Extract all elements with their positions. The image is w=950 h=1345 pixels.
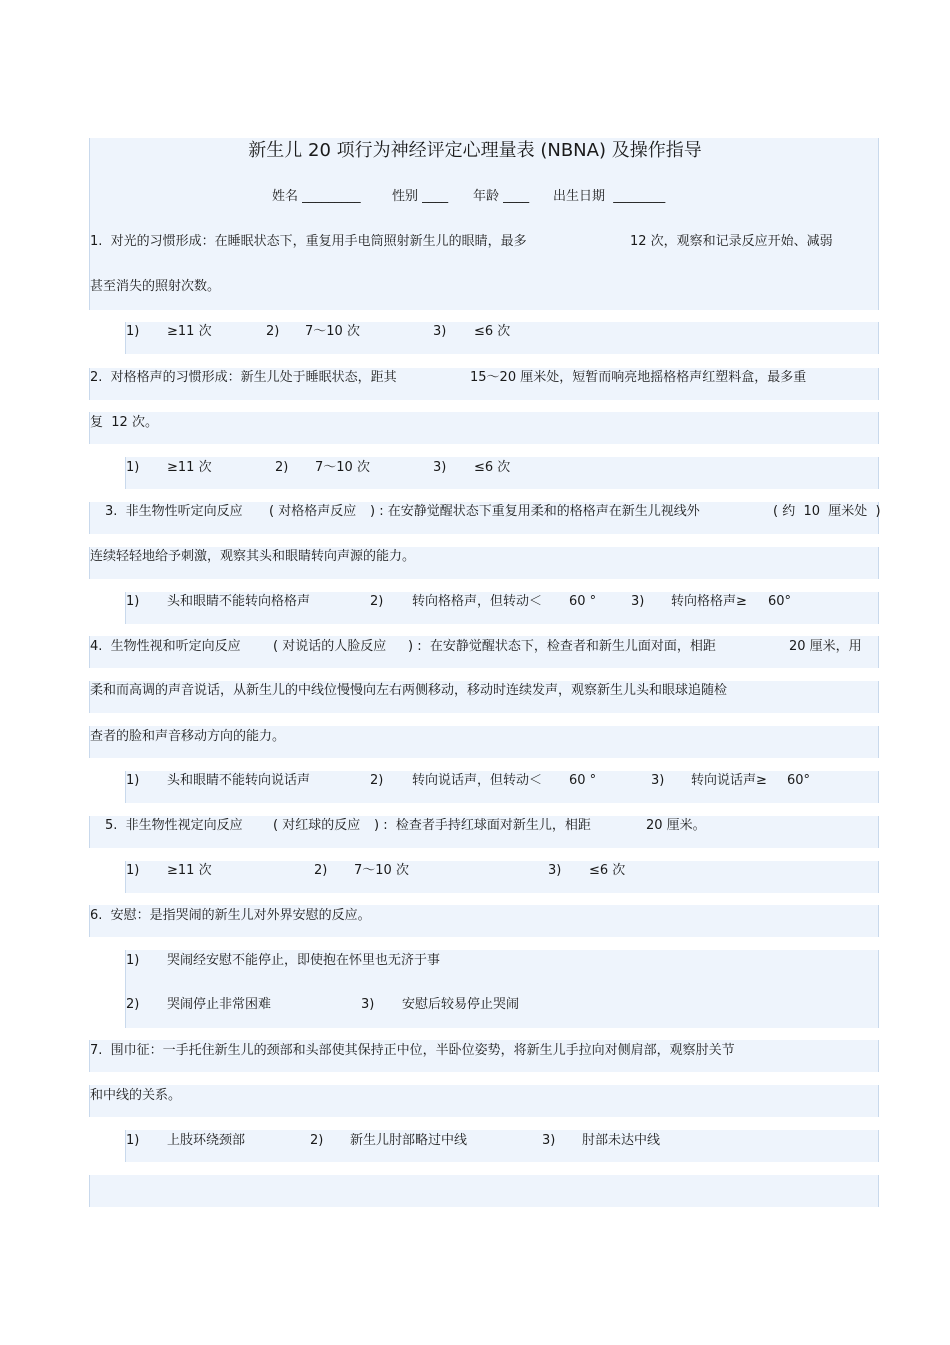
band: [125, 861, 879, 893]
option-number: 2): [126, 997, 140, 1012]
option-number: 1): [126, 773, 140, 788]
option-text: 60 °: [569, 594, 597, 609]
option-number: 1): [126, 324, 140, 339]
item-text: ( 对说话的人脸反应: [273, 639, 387, 654]
item-text: ( 对红球的反应: [273, 818, 361, 833]
option-text: 7～10 次: [305, 324, 360, 339]
option-number: 1): [126, 953, 140, 968]
option-text: ≥11 次: [167, 863, 212, 878]
item-text: 复 12 次。: [90, 415, 158, 430]
option-number: 3): [361, 997, 375, 1012]
item-text: ) : 在安静觉醒状态下，检查者和新生儿面对面，相距: [408, 639, 716, 654]
option-number: 2): [310, 1133, 324, 1148]
option-number: 3): [548, 863, 562, 878]
option-text: ≤6 次: [474, 460, 511, 475]
item-text: 查者的脸和声音移动方向的能力。: [90, 729, 286, 744]
item-text: 1. 对光的习惯形成：在睡眠状态下，重复用手电筒照射新生儿的眼睛，最多: [90, 234, 527, 249]
option-number: 3): [433, 324, 447, 339]
option-text: 肘部未达中线: [582, 1133, 661, 1148]
item-text: 甚至消失的照射次数。: [90, 279, 221, 294]
info-gender: 性别 ____: [392, 189, 449, 204]
option-number: 3): [631, 594, 645, 609]
option-text: 哭闹停止非常困难: [167, 997, 272, 1012]
item-text: 15～20 厘米处，短暂而响亮地摇格格声红塑料盒，最多重: [470, 370, 807, 385]
item-text: 4. 生物性视和听定向反应: [90, 639, 241, 654]
option-text: 头和眼睛不能转向说话声: [167, 773, 311, 788]
option-number: 2): [266, 324, 280, 339]
info-birth: 出生日期 ________: [553, 189, 666, 204]
info-name: 姓名 _________: [272, 189, 361, 204]
option-number: 2): [370, 773, 384, 788]
item-text: 柔和而高调的声音说话，从新生儿的中线位慢慢向左右两侧移动，移动时连续发声，观察新生儿头和眼球追随检: [90, 683, 728, 698]
item-text: ( 对格格声反应: [269, 504, 357, 519]
item-text: ) : 在安静觉醒状态下重复用柔和的格格声在新生儿视线外: [370, 504, 700, 519]
band: [89, 1175, 879, 1207]
item-text: 和中线的关系。: [90, 1088, 182, 1103]
item-text: 12 次，观察和记录反应开始、减弱: [630, 234, 833, 249]
option-text: ≤6 次: [474, 324, 511, 339]
info-age: 年龄 ____: [473, 189, 530, 204]
option-text: 7～10 次: [354, 863, 409, 878]
option-text: ≥11 次: [167, 324, 212, 339]
option-text: ≥11 次: [167, 460, 212, 475]
option-number: 3): [651, 773, 665, 788]
option-number: 2): [275, 460, 289, 475]
option-number: 2): [314, 863, 328, 878]
option-text: 60°: [787, 773, 811, 788]
item-text: 20 厘米。: [646, 818, 706, 833]
item-text: ( 约 10 厘米处 ): [773, 504, 881, 519]
option-text: 转向说话声≥: [691, 773, 767, 788]
option-text: 安慰后较易停止哭闹: [402, 997, 520, 1012]
option-text: ≤6 次: [589, 863, 626, 878]
option-text: 转向格格声，但转动＜: [412, 594, 543, 609]
item-text: 5. 非生物性视定向反应: [105, 818, 243, 833]
option-number: 3): [433, 460, 447, 475]
option-text: 7～10 次: [315, 460, 370, 475]
option-text: 转向格格声≥: [671, 594, 747, 609]
option-text: 转向说话声，但转动＜: [412, 773, 543, 788]
option-number: 2): [370, 594, 384, 609]
option-text: 上肢环绕颈部: [167, 1133, 246, 1148]
item-text: 2. 对格格声的习惯形成：新生儿处于睡眠状态，距其: [90, 370, 397, 385]
option-number: 1): [126, 863, 140, 878]
item-text: 20 厘米，用: [789, 639, 862, 654]
item-text: ) : 检查者手持红球面对新生儿，相距: [374, 818, 591, 833]
band: [89, 412, 879, 444]
option-text: 新生儿肘部略过中线: [350, 1133, 468, 1148]
item-text: 6. 安慰：是指哭闹的新生儿对外界安慰的反应。: [90, 908, 371, 923]
band: [89, 1085, 879, 1117]
option-number: 1): [126, 460, 140, 475]
option-number: 1): [126, 1133, 140, 1148]
item-text: 连续轻轻地给予刺激，观察其头和眼睛转向声源的能力。: [90, 549, 416, 564]
option-number: 3): [542, 1133, 556, 1148]
option-number: 1): [126, 594, 140, 609]
option-text: 60°: [768, 594, 792, 609]
option-text: 头和眼睛不能转向格格声: [167, 594, 311, 609]
option-text: 60 °: [569, 773, 597, 788]
item-text: 3. 非生物性听定向反应: [105, 504, 243, 519]
item-text: 7. 围巾征：一手托住新生儿的颈部和头部使其保持正中位，半卧位姿势，将新生儿手拉向对侧肩部，观察肘关节: [90, 1043, 735, 1058]
page-title: 新生儿 20 项行为神经评定心理量表 (NBNA) 及操作指导: [248, 140, 702, 161]
option-text: 哭闹经安慰不能停止，即使抱在怀里也无济于事: [167, 953, 441, 968]
